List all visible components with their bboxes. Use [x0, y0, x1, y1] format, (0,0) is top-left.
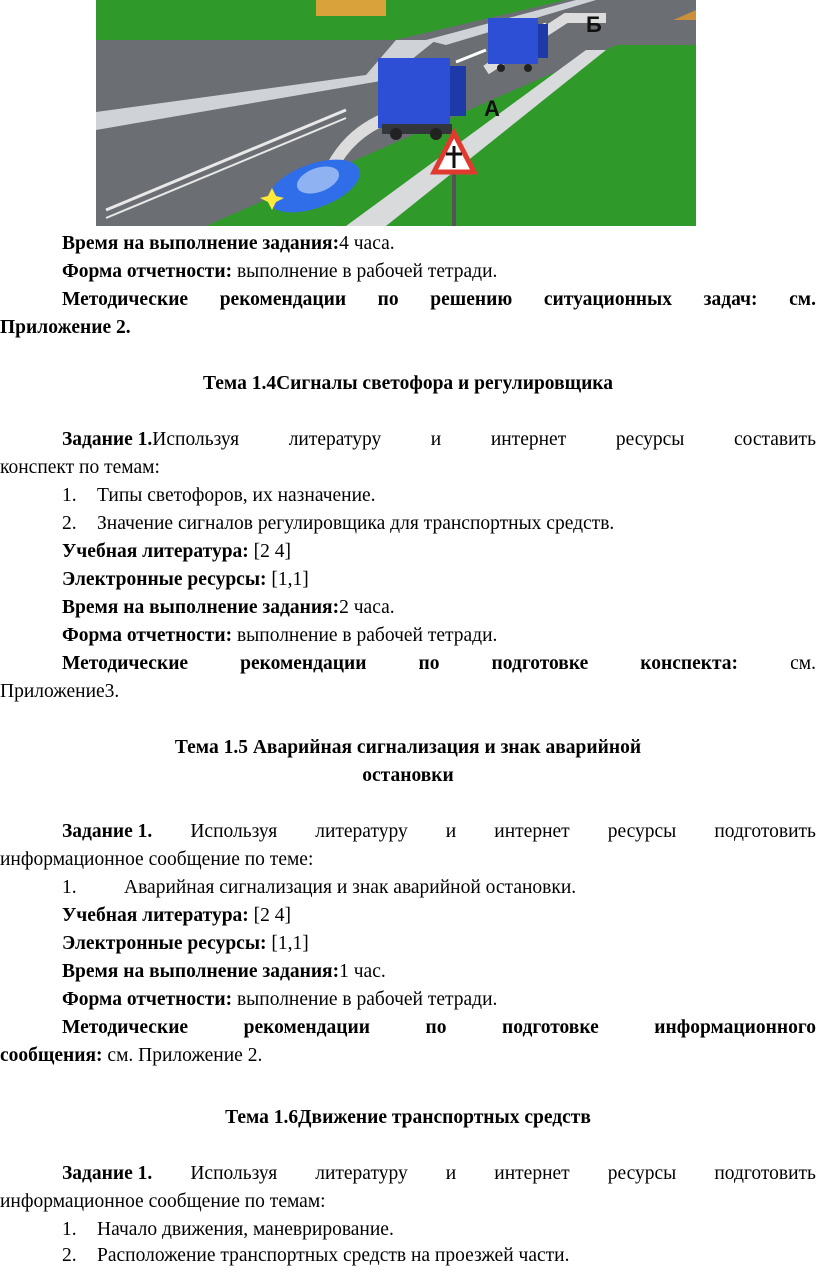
- task-line-1-5: Задание 1. Используя литературу и интернет ресурсы подготовить: [62, 821, 816, 842]
- road-illustration: [96, 0, 696, 226]
- lit-line-1-4: Учебная литература: [2 4]: [62, 541, 292, 562]
- form-line-0: Форма отчетности: выполнение в рабочей тетради.: [62, 261, 498, 282]
- list-item: 2. Расположение транспортных средств на проезжей части.: [62, 1245, 570, 1266]
- label-a: А: [484, 96, 500, 121]
- lit-line-1-5: Учебная литература: [2 4]: [62, 905, 292, 926]
- method-tail-0: Приложение 2.: [0, 317, 131, 338]
- form-line-1-5: Форма отчетности: выполнение в рабочей тетради.: [62, 989, 498, 1010]
- task-tail-1-6: информационное сообщение по темам:: [0, 1191, 326, 1212]
- method-line-0: Методические рекомендации по решению ситуационных задач: см.: [62, 289, 816, 310]
- task-line-1-4: Задание 1.Используя литературу и интернет ресурсы составить: [62, 429, 816, 450]
- topic-1-5-title-1: Тема 1.5 Аварийная сигнализация и знак аварийной: [174, 737, 642, 758]
- list-item: 1. Начало движения, маневрирование.: [62, 1219, 394, 1240]
- time-line-1-5: Время на выполнение задания:1 час.: [62, 961, 386, 982]
- topic-1-6-title: Тема 1.6Движение транспортных средств: [225, 1107, 591, 1128]
- task-tail-1-5: информационное сообщение по теме:: [0, 849, 314, 870]
- time-line-1-4: Время на выполнение задания:2 часа.: [62, 597, 395, 618]
- list-item: 1. Аварийная сигнализация и знак аварийной остановки.: [62, 877, 577, 898]
- topic-1-4-title: Тема 1.4Сигналы светофора и регулировщика: [203, 373, 613, 394]
- form-line-1-4: Форма отчетности: выполнение в рабочей тетради.: [62, 625, 498, 646]
- topic-1-5-title-2: остановки: [362, 765, 454, 786]
- task-line-1-6: Задание 1. Используя литературу и интернет ресурсы подготовить: [62, 1163, 816, 1184]
- method-tail-1-5: сообщения: см. Приложение 2.: [0, 1045, 263, 1066]
- method-line-1-5: Методические рекомендации по подготовке информационного: [62, 1017, 816, 1038]
- list-item: 1. Типы светофоров, их назначение.: [62, 485, 376, 506]
- task-tail-1-4: конспект по темам:: [0, 457, 160, 478]
- list-item: 2. Значение сигналов регулировщика для транспортных средств.: [62, 513, 615, 534]
- eres-line-1-5: Электронные ресурсы: [1,1]: [62, 933, 309, 954]
- label-b: Б: [586, 12, 602, 37]
- method-line-1-4: Методические рекомендации по подготовке конспекта: см.: [62, 653, 816, 674]
- eres-line-1-4: Электронные ресурсы: [1,1]: [62, 569, 309, 590]
- time-line-0: Время на выполнение задания:4 часа.: [62, 233, 395, 254]
- method-tail-1-4: Приложение3.: [0, 681, 120, 702]
